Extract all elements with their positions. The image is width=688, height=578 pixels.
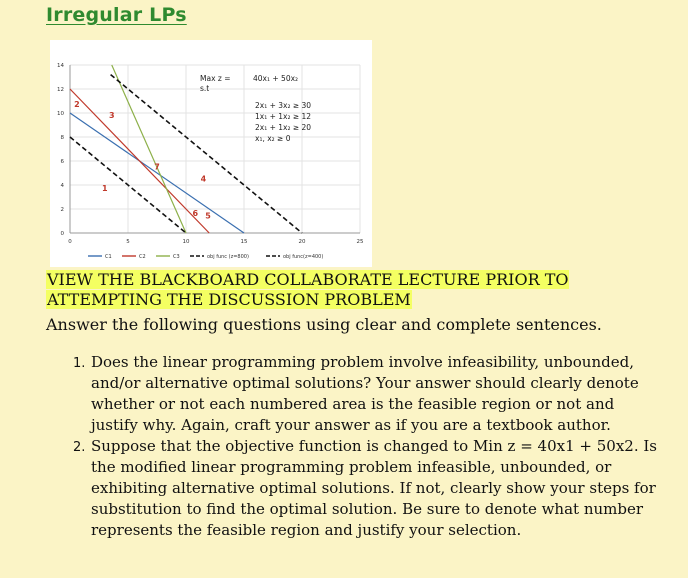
page-title: Irregular LPs bbox=[46, 4, 187, 26]
model-objective: 40x₁ + 50x₂ bbox=[253, 74, 299, 83]
legend-label: obj func (z=800) bbox=[207, 254, 249, 260]
x-tick-label: 10 bbox=[182, 239, 190, 245]
x-tick-label: 15 bbox=[240, 239, 248, 245]
model-st: s.t bbox=[200, 84, 210, 93]
y-tick-label: 4 bbox=[60, 183, 64, 189]
question-item bbox=[60, 436, 660, 541]
question-text: Does the linear programming problem involve infeasibility, unbounded, and/or alternative optimal solutions? Your answer should clearly denote whether or not each numbered area is the feasible region or not and justify why. Again, craft your answer as if you are a textbook author. bbox=[91, 353, 639, 434]
question-number: 1. bbox=[73, 356, 86, 371]
question-number: 2. bbox=[73, 440, 86, 455]
y-tick-label: 0 bbox=[60, 231, 64, 237]
model-constraint: x₁, x₂ ≥ 0 bbox=[255, 134, 291, 143]
y-tick-label: 12 bbox=[57, 87, 64, 93]
heading-line-1: VIEW THE BLACKBOARD COLLABORATE LECTURE PRIOR TO bbox=[47, 270, 569, 289]
model-max-label: Max z = bbox=[200, 74, 231, 83]
y-tick-label: 6 bbox=[60, 159, 64, 165]
region-label: 6 bbox=[192, 209, 199, 219]
question-text: Suppose that the objective function is changed to Min z = 40x1 + 50x2. Is the modified linear programming problem infeasible, unbounded, or exhibiting alternative optimal solutions. If not, clearly show your steps for substitution to find the optimal solution. Be sure to denote what number represents the feasible region and justify your selection. bbox=[91, 437, 657, 539]
y-tick-label: 2 bbox=[60, 207, 64, 213]
question-item bbox=[60, 352, 660, 436]
region-label: 3 bbox=[108, 110, 115, 120]
heading-line-2: ATTEMPTING THE DISCUSSION PROBLEM bbox=[47, 290, 411, 309]
legend-label: C1 bbox=[105, 254, 112, 260]
x-tick-label: 5 bbox=[126, 239, 130, 245]
lecture-heading bbox=[46, 270, 666, 310]
y-tick-label: 10 bbox=[57, 111, 64, 117]
region-label: 1 bbox=[102, 184, 108, 193]
instruction-text: Answer the following questions using clear and complete sentences. bbox=[46, 315, 602, 334]
lp-graph bbox=[50, 40, 372, 267]
region-label: 7 bbox=[154, 162, 160, 172]
x-tick-label: 0 bbox=[68, 239, 72, 245]
lp-chart-svg bbox=[50, 40, 372, 267]
region-label: 2 bbox=[74, 100, 80, 109]
series-line bbox=[70, 110, 244, 233]
model-constraint: 2x₁ + 3x₂ ≥ 30 bbox=[255, 101, 312, 110]
question-list bbox=[60, 352, 660, 541]
x-tick-label: 25 bbox=[356, 239, 364, 245]
model-constraint: 2x₁ + 1x₂ ≥ 20 bbox=[255, 123, 312, 132]
y-tick-label: 14 bbox=[57, 63, 64, 69]
legend-label: obj func(z=400) bbox=[283, 254, 324, 260]
legend-label: C2 bbox=[139, 254, 146, 260]
region-label: 4 bbox=[200, 174, 207, 184]
legend-label: C3 bbox=[173, 254, 180, 260]
x-tick-label: 20 bbox=[298, 239, 306, 245]
y-tick-label: 8 bbox=[60, 135, 64, 141]
region-label: 5 bbox=[205, 211, 211, 221]
model-constraint: 1x₁ + 1x₂ ≥ 12 bbox=[255, 112, 312, 121]
